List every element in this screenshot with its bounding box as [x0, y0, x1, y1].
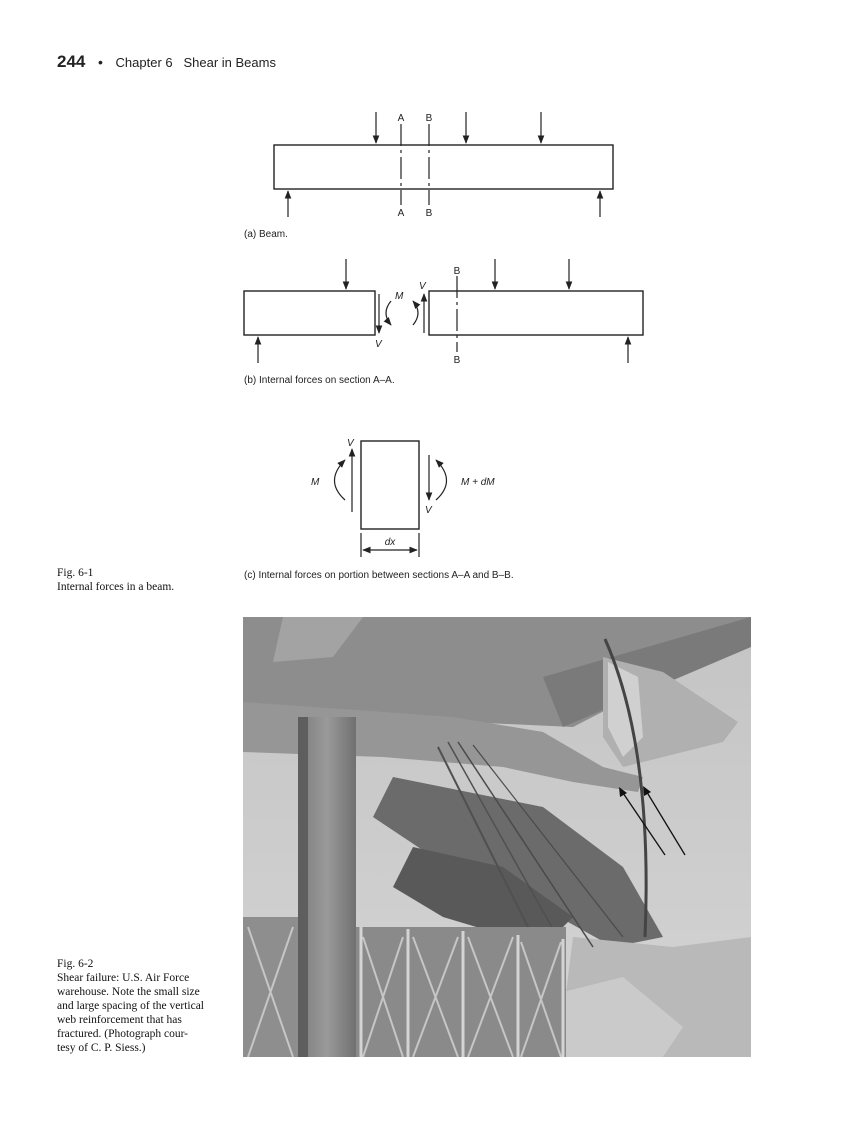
fig-6-2-caption-line: tesy of C. P. Siess.) [57, 1042, 146, 1054]
panel-b-caption: (b) Internal forces on section A–A. [244, 375, 395, 386]
shear-label-left: V [347, 438, 354, 449]
moment-increment-label: M + dM [461, 477, 495, 488]
fig-6-2-caption-line: warehouse. Note the small size [57, 986, 200, 998]
moment-label-left: M [311, 477, 320, 488]
beam-element [361, 441, 419, 529]
fig-6-1-title: Internal forces in a beam. [57, 581, 175, 593]
moment-arrow-left [386, 301, 391, 325]
page-number: 244 [57, 52, 86, 71]
section-label-b-bottom: B [425, 208, 433, 219]
panel-c-element [244, 438, 514, 581]
fig-6-2-caption-line: Shear failure: U.S. Air Force [57, 972, 190, 984]
column-shadow [298, 717, 308, 1057]
shear-label-top: V [419, 281, 426, 292]
section-label-b-top: B [453, 266, 461, 277]
fig-6-2-photograph [243, 617, 751, 1057]
fig-6-1-caption [57, 566, 174, 594]
panel-a-beam [244, 112, 613, 240]
shear-label-right: V [425, 505, 432, 516]
panel-b-free-bodies [244, 259, 643, 386]
chapter-title: Shear in Beams [183, 55, 276, 70]
section-label-a-bottom: A [397, 208, 405, 219]
dimension-label-dx: dx [384, 537, 396, 548]
fig-6-2-number: Fig. 6-2 [57, 958, 94, 970]
moment-label: M [395, 291, 404, 302]
fig-6-2-caption-line: web reinforcement that has [57, 1014, 182, 1026]
panel-c-caption: (c) Internal forces on portion between sections A–A and B–B. [244, 570, 514, 581]
left-free-body [244, 291, 375, 335]
fig-6-2-caption [57, 957, 204, 1055]
chapter-label: Chapter 6 [115, 55, 173, 70]
fig-6-2-caption-line: fractured. (Photograph cour- [57, 1028, 189, 1040]
moment-arrow-right [436, 460, 447, 500]
panel-a-caption: (a) Beam. [244, 229, 288, 240]
section-label-b-bottom: B [453, 355, 461, 366]
shear-failure-photo [243, 617, 751, 1057]
section-label-a-top: A [397, 113, 405, 124]
section-label-b-top: B [425, 113, 433, 124]
moment-arrow-left [335, 460, 346, 500]
header-bullet: • [98, 54, 103, 70]
fig-6-2-caption-line: and large spacing of the vertical [57, 1000, 204, 1012]
right-free-body [429, 291, 643, 335]
moment-arrow-right [413, 301, 418, 325]
shear-label-bottom: V [375, 339, 382, 350]
shelving-racks [356, 927, 566, 1057]
beam [274, 145, 613, 189]
fig-6-1-number: Fig. 6-1 [57, 567, 94, 579]
